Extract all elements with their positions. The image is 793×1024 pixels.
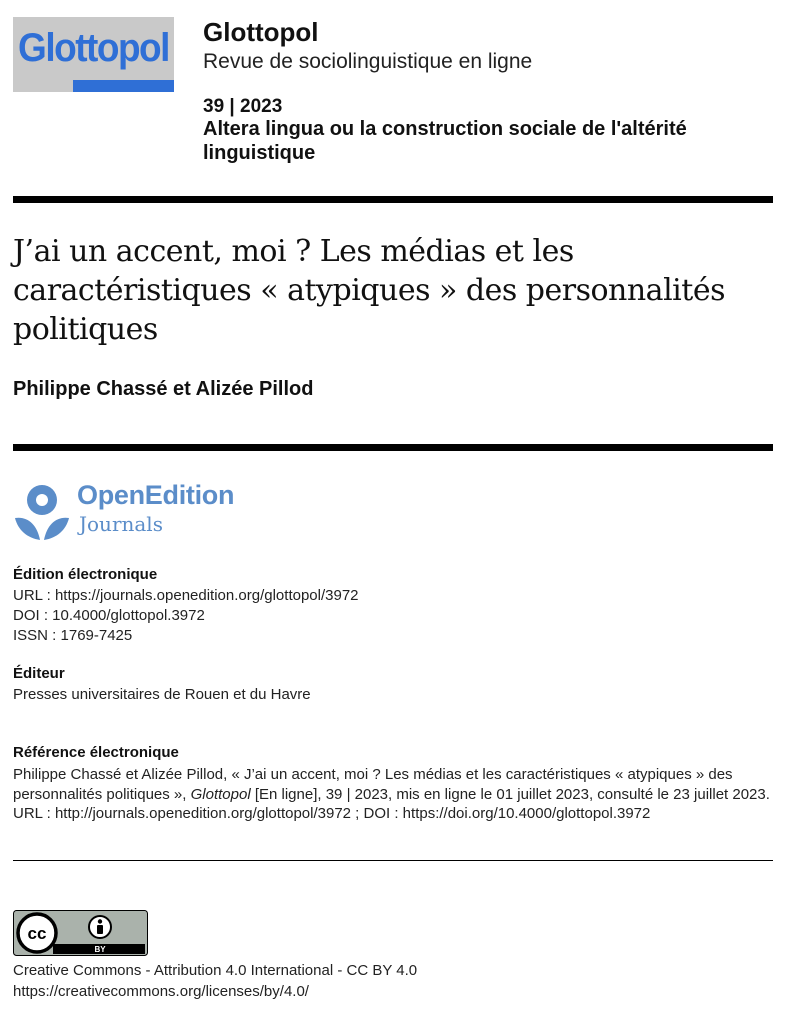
journal-logo-text: Glottopol — [18, 25, 169, 70]
journal-name: Glottopol — [203, 17, 319, 47]
middle-divider — [13, 444, 773, 451]
article-title: J’ai un accent, moi ? Les médias et les caractéristiques « atypiques » des personnalités politiques — [13, 234, 725, 347]
reference-text — [13, 765, 778, 824]
cc-badge-text: cc — [27, 924, 47, 943]
bottom-divider — [13, 860, 773, 861]
edition-url[interactable]: URL : https://journals.openedition.org/glottopol/3972 — [13, 587, 359, 604]
issue-title: Altera lingua ou la construction sociale de l'altérité linguistique — [203, 118, 687, 164]
by-badge-text: BY — [94, 945, 106, 954]
top-divider — [13, 196, 773, 203]
reference-journal: Glottopol — [190, 785, 251, 803]
openedition-sub: Journals — [79, 512, 163, 536]
editor-name: Presses universitaires de Rouen et du Havre — [13, 686, 311, 703]
edition-doi[interactable]: DOI : 10.4000/glottopol.3972 — [13, 607, 205, 624]
reference-part2: [En ligne], 39 | 2023, mis en ligne le 01 juillet 2023, consulté le 23 juillet 2023. URL : http://journals.openedition.org/glottopol/3972 ; DOI : https://doi.org/10.4000/glottopol.3972 — [13, 785, 770, 822]
reference-label: Référence électronique — [13, 744, 179, 761]
edition-label: Édition électronique — [13, 566, 158, 583]
journal-subtitle: Revue de sociolinguistique en ligne — [203, 50, 533, 73]
journal-logo-bar — [73, 80, 174, 92]
reference-part1: Philippe Chassé et Alizée Pillod, « J’ai un accent, moi ? Les médias et les caractéristiques « atypiques » des personnalités politiques », — [13, 766, 733, 803]
article-authors: Philippe Chassé et Alizée Pillod — [13, 378, 314, 400]
license-url[interactable]: https://creativecommons.org/licenses/by/4.0/ — [13, 983, 309, 1000]
openedition-flower-icon — [13, 480, 71, 542]
openedition-name: OpenEdition — [77, 480, 235, 510]
license-name: Creative Commons - Attribution 4.0 International - CC BY 4.0 — [13, 962, 418, 979]
cc-by-license-icon[interactable] — [13, 910, 148, 956]
editor-label: Éditeur — [13, 665, 65, 682]
edition-issn: ISSN : 1769-7425 — [13, 627, 133, 644]
issue-number: 39 | 2023 — [203, 96, 283, 117]
journal-logo — [13, 17, 174, 92]
